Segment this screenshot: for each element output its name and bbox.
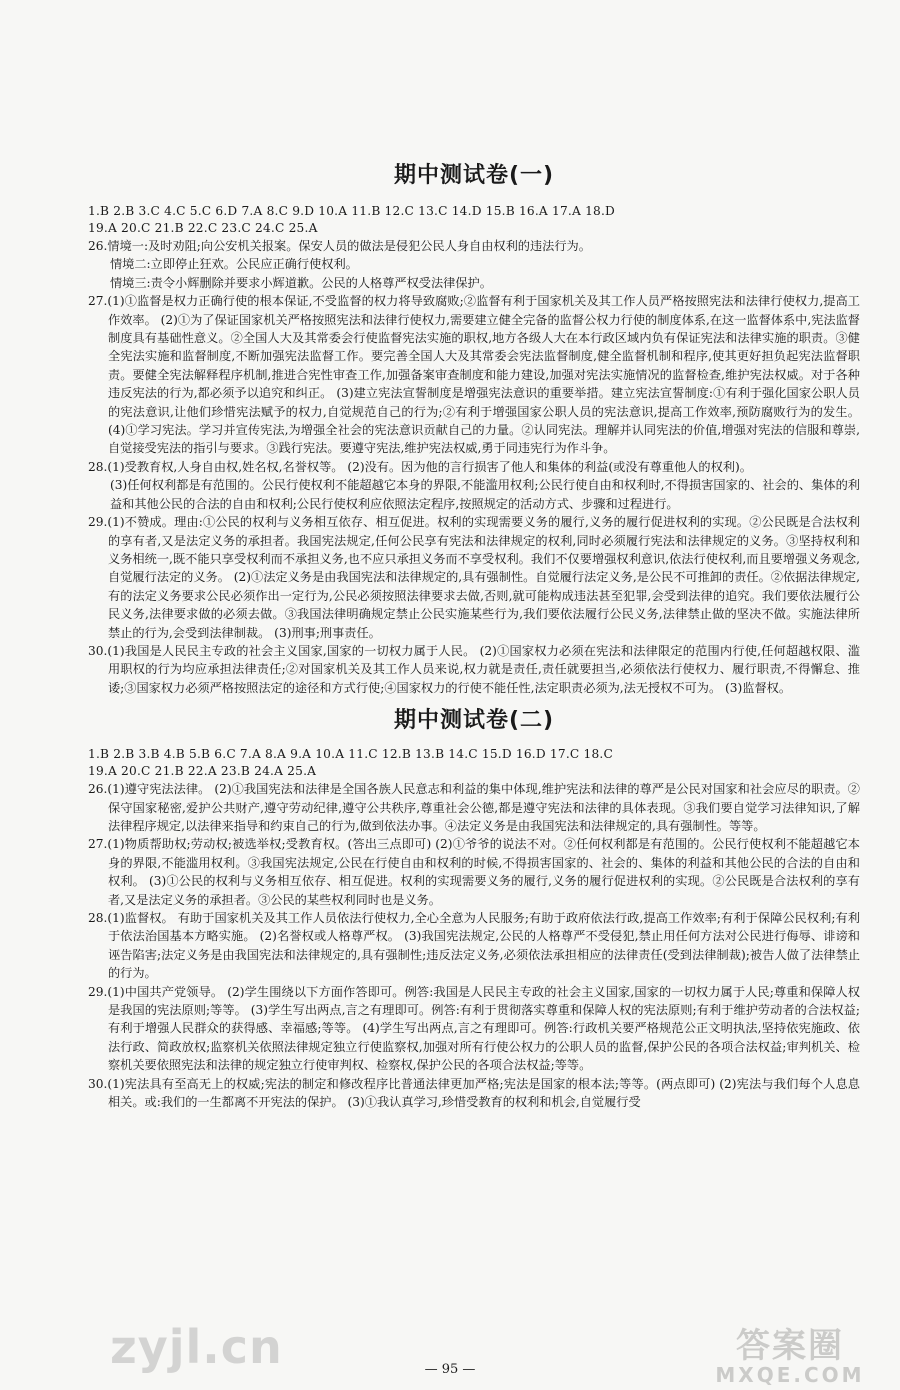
watermark-right-logo: 答案圈 — [736, 1326, 844, 1366]
watermark-right-url: MXQE.COM — [715, 1363, 865, 1387]
section1-q26-line3: 情境三:责令小辉删除并要求小辉道歉。公民的人格尊严权受法律保护。 — [110, 275, 492, 290]
page-number: — 95 — — [424, 1362, 476, 1377]
section1-q29: 29.(1)不赞成。理由:①公民的权利与义务相互依存、相互促进。权利的实现需要义务的履行,义务的履行促进权利的实现。②公民既是合法权利的享有者,又是法定义务的承担者。我国宪法规定,任何公民享有宪法和法律规定的权利,同时必须履行宪法和法律规定的义务。③坚持权利和义务相统一,既不能只享受权利而不承担义务,也不应只承担义务而不享受权利。我们不仅要增强权利意识,依法行使权利,而且要增强义务观念,自觉履行法定的义务。 (2)①法定义务是由我国宪法和法律规定的,具有强制性。自觉履行法定义务,是公民不可推卸的责任。②依据法律规定,有的法定义务要求公民必须作出一定行为,公民必须按照法律要求去做,否则,就可能构成违法甚至犯罪,会受到法律的追究。我们要依法履行公民义务,法律要求做的必须去做。③我国法律明确规定禁止公民实施某些行为,我们要依法履行公民义务,法律禁止做的坚决不做。实施法律所禁止的行为,会受到法律制裁。 (3)刑事;刑事责任。 — [88, 515, 860, 640]
section1-q27: 27.(1)①监督是权力正确行使的根本保证,不受监督的权力将导致腐败;②监督有利于国家机关及其工作人员严格按照宪法和法律行使权力,提高工作效率。 (2)①为了保证国家机关严格按照宪法和法律行使权力,需要建立健全完备的监督公权力行使的制度体系,在这一监督体系中,宪法监督制度具有基础性意义。②全国人大及其常委会行使监督宪法实施的职权,地方各级人大在本行政区域内负有保证宪法和法律实施的职责。③健全宪法实施和监督制度,不断加强宪法监督工作。要完善全国人大及其常委会宪法监督制度,健全监督机制和程序,使其更好担负起宪法监督职责。要健全宪法解释程序机制,推进合宪性审查工作,加强备案审查制度和能力建设,加强对宪法实施情况的监督检查,维护宪法权威。对于各种违反宪法的行为,都必须予以追究和纠正。 (3)建立宪法宣誓制度是增强宪法意识的重要举措。建立宪法宣誓制度:①有利于强化国家公职人员的宪法意识,让他们珍惜宪法赋予的权力,自觉规范自己的行为;②有利于增强国家公职人员的宪法意识,提高工作效率,预防腐败行为的发生。 (4)①学习宪法。学习并宣传宪法,为增强全社会的宪法意识贡献自己的力量。②认同宪法。理解并认同宪法的价值,增强对宪法的信服和尊崇,自觉接受宪法的指引与要求。③践行宪法。要遵守宪法,维护宪法权威,勇于同违宪行为作斗争。 — [88, 294, 860, 456]
section2-mc-line1: 1.B 2.B 3.B 4.B 5.B 6.C 7.A 8.A 9.A 10.A 11.C 12.B 13.B 14.C 15.D 16.D 17.C 18.C — [88, 747, 614, 762]
section1-q28-part2: (3)任何权利都是有范围的。公民行使权利不能超越它本身的界限,不能滥用权利;公民行使自由和权利时,不得损害国家的、社会的、集体的利益和其他公民的合法的自由和权利;公民行使权利应依照法定程序,按照规定的活动方式、步骤和过程进行。 — [110, 478, 860, 511]
section1-q26-line1: 26.情境一:及时劝阻;向公安机关报案。保安人员的做法是侵犯公民人身自由权利的违法行为。 — [88, 239, 591, 253]
watermark-left: zyjl.cn — [110, 1320, 283, 1374]
section1-mc-line1: 1.B 2.B 3.C 4.C 5.C 6.D 7.A 8.C 9.D 10.A 11.B 12.C 13.C 14.D 15.B 16.A 17.A 18.D — [88, 204, 616, 218]
section2-q28: 28.(1)监督权。 有助于国家机关及其工作人员依法行使权力,全心全意为人民服务;有助于政府依法行政,提高工作效率;有利于保障公民权利;有利于依法治国基本方略实施。 (2)名誉权或人格尊严权。 (3)我国宪法规定,公民的人格尊严不受侵犯,禁止用任何方法对公民进行侮辱、诽谤和诬告陷害;法定义务是由我国宪法和法律规定的,具有强制性;违反法定义务,必须依法承担相应的法律责任(受到法律制裁);被告人做了法律禁止的行为。 — [88, 911, 860, 981]
section2-title: 期中测试卷(二) — [393, 708, 555, 734]
section1-q28-part1: 28.(1)受教育权,人身自由权,姓名权,名誉权等。 (2)没有。因为他的言行损害了他人和集体的利益(或没有尊重他人的权利)。 — [88, 459, 752, 474]
section2-mc-line2: 19.A 20.C 21.B 22.A 23.B 24.A 25.A — [88, 764, 317, 779]
section2-q29: 29.(1)中国共产党领导。 (2)学生围绕以下方面作答即可。例答:我国是人民民主专政的社会主义国家,国家的一切权力属于人民;尊重和保障人权是我国的宪法原则;等等。 (3)学生写出两点,言之有理即可。例答:有利于贯彻落实尊重和保障人权的宪法原则;有利于维护劳动者的合法权益;有利于增强人民群众的获得感、幸福感;等等。 (4)学生写出两点,言之有理即可。例答:行政机关要严格规范公正文明执法,坚持依宪施政、依法行政、简政放权;监察机关依照法律规定独立行使监察权,加强对所有行使公权力的公职人员的监督,保护公民的各项合法权益;审判机关、检察机关要依照宪法和法律的规定独立行使审判权、检察权,保护公民的各项合法权益;等等。 — [88, 984, 860, 1073]
section1-mc-answers — [88, 203, 860, 237]
section1-mc-line2: 19.A 20.C 21.B 22.C 23.C 24.C 25.A — [88, 221, 318, 235]
section2-q27: 27.(1)物质帮助权;劳动权;被选举权;受教育权。(答出三点即可) (2)①爷爷的说法不对。②任何权利都是有范围的。公民行使权利不能超越它本身的界限,不能滥用权利。③我国宪法规定,公民在行使自由和权利的时候,不得损害国家的、社会的、集体的利益和其他公民的合法的自由和权利。 (3)①公民的权利与义务相互依存、相互促进。权利的实现需要义务的履行,义务的履行促进权利的实现。②公民既是合法权利的享有者,又是法定义务的承担者。③公民的某些权利同时也是义务。 — [88, 837, 860, 907]
section2-q30: 30.(1)宪法具有至高无上的权威;宪法的制定和修改程序比普通法律更加严格;宪法是国家的根本法;等等。(两点即可) (2)宪法与我们每个人息息相关。或:我们的一生都离不开宪法的保护。 (3)①我认真学习,珍惜受教育的权利和机会,自觉履行受 — [88, 1076, 860, 1110]
section1-title: 期中测试卷(一) — [393, 163, 555, 188]
section2-mc-answers — [88, 746, 860, 780]
watermark-right — [700, 1318, 880, 1387]
section1-q26 — [88, 237, 860, 292]
section1-q26-line2: 情境二:立即停止狂欢。公民应正确行使权利。 — [110, 257, 358, 272]
section2-q26: 26.(1)遵守宪法法律。 (2)①我国宪法和法律是全国各族人民意志和利益的集中体现,维护宪法和法律的尊严是公民对国家和社会应尽的职责。②保守国家秘密,爱护公共财产,遵守劳动纪律,遵守公共秩序,尊重社会公德,都是遵守宪法和法律的具体表现。③我们要自觉学习法律知识,了解法律程序规定,以法律来指导和约束自己的行为,做到依法办事。④法定义务是由我国宪法和法律规定的,具有强制性。等等。 — [88, 782, 860, 833]
answer-page — [88, 150, 860, 1111]
section1-q28 — [88, 458, 860, 513]
section1-q30: 30.(1)我国是人民民主专政的社会主义国家,国家的一切权力属于人民。 (2)①国家权力必须在宪法和法律限定的范围内行使,任何超越权限、滥用职权的行为均应承担法律责任;②对国家机关及其工作人员来说,权力就是责任,责任就要担当,必须依法行使权力、履行职责,不得懈怠、推诿;③国家权力必须严格按照法定的途径和方式行使;④国家权力的行使不能任性,法定职责必须为,法无授权不可为。 (3)监督权。 — [88, 643, 860, 695]
